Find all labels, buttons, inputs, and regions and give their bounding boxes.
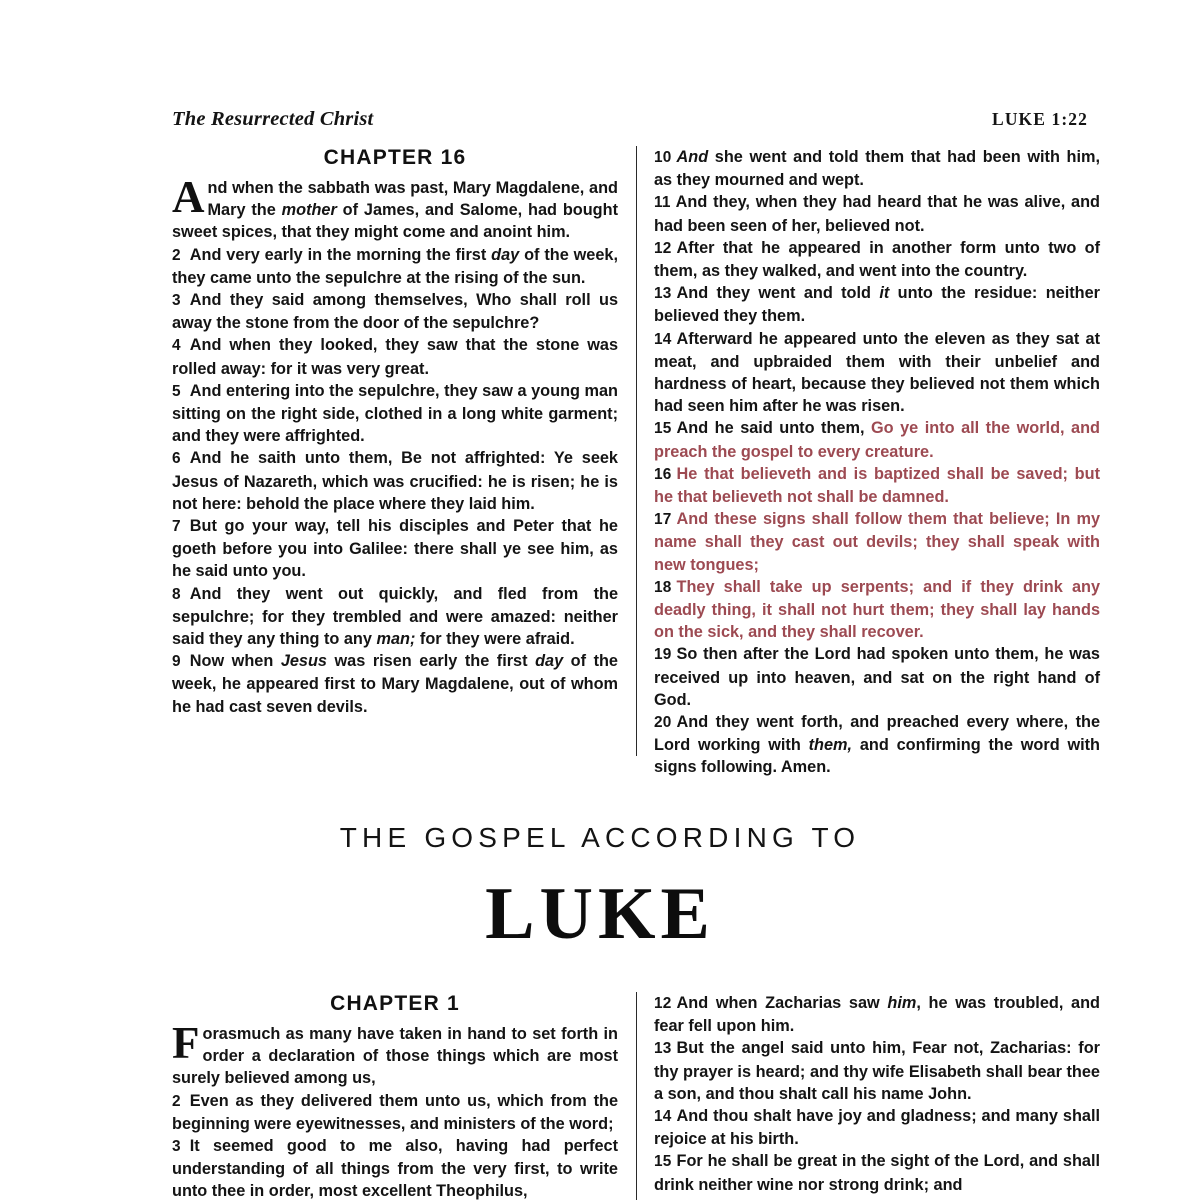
verse-text: nd when the sabbath was past, Mary Magdalene, and Mary the mother of James, and Salome, had bought sweet spices, that they might come and anoint him. bbox=[172, 179, 618, 242]
verse-number: 13 bbox=[654, 1040, 672, 1058]
verse-text: And when they looked, they saw that the stone was rolled away: for it was very great. bbox=[172, 336, 618, 378]
verse-paragraph bbox=[654, 643, 1100, 711]
verse-paragraph bbox=[654, 1150, 1100, 1195]
verse-number: 9 bbox=[172, 653, 181, 671]
verse-number: 3 bbox=[172, 292, 181, 310]
verse-paragraph bbox=[172, 583, 618, 651]
verse-paragraph bbox=[172, 334, 618, 379]
book-title-kicker: THE GOSPEL ACCORDING TO bbox=[339, 822, 861, 853]
luke-1-column-gutter bbox=[618, 992, 654, 1200]
book-title-block bbox=[0, 822, 1200, 957]
verse-text: Afterward he appeared unto the eleven as they sat at meat, and upbraided them with their unbelief and hardness of heart, because they believed not them which had seen him after he was risen. bbox=[654, 329, 1100, 416]
luke-1-left-column bbox=[172, 992, 618, 1200]
verse-paragraph bbox=[654, 328, 1100, 418]
verse-paragraph bbox=[172, 447, 618, 515]
verse-number: 4 bbox=[172, 337, 181, 355]
verse-text: And they went forth, and preached every where, the Lord working with them, and confirming the word with signs following. Amen. bbox=[654, 713, 1100, 777]
verse-text: For he shall be great in the sight of the Lord, and shall drink neither wine nor strong drink; and bbox=[654, 1152, 1100, 1194]
luke-1-left-verses bbox=[172, 1018, 618, 1200]
verse-text: And they went and told it unto the residue: neither believed they them. bbox=[654, 284, 1100, 326]
verse-paragraph bbox=[172, 650, 618, 718]
drop-cap: A bbox=[172, 172, 205, 222]
verse-number: 11 bbox=[654, 194, 671, 212]
column-divider-rule bbox=[636, 146, 637, 756]
verse-paragraph bbox=[654, 1105, 1100, 1150]
verse-paragraph bbox=[654, 711, 1100, 779]
verse-number: 12 bbox=[654, 239, 672, 257]
red-letter-text: Go ye into all the world, and preach the gospel to every creature. bbox=[654, 419, 1100, 461]
verse-number: 14 bbox=[654, 1108, 672, 1126]
mark-16-left-verses bbox=[172, 172, 618, 718]
running-head-reference: LUKE 1:22 bbox=[992, 109, 1088, 129]
verse-paragraph bbox=[172, 1018, 618, 1090]
verse-paragraph bbox=[654, 576, 1100, 644]
verse-text: And entering into the sepulchre, they saw a young man sitting on the right side, clothed in a long white garment; and they were affrighted. bbox=[172, 381, 618, 446]
mark-16-right-column bbox=[654, 146, 1100, 777]
verse-number: 14 bbox=[654, 330, 672, 348]
verse-paragraph bbox=[172, 172, 618, 244]
verse-number: 12 bbox=[654, 995, 672, 1012]
mark-16-chapter-heading: CHAPTER 16 bbox=[323, 146, 467, 169]
luke-1-columns bbox=[172, 992, 1136, 1200]
verse-paragraph bbox=[172, 289, 618, 334]
verse-text: It seemed good to me also, having had perfect understanding of all things from the very first, to write unto thee in order, most excellent Theophilus, bbox=[172, 1137, 618, 1200]
verse-paragraph bbox=[172, 244, 618, 289]
verse-number: 8 bbox=[172, 585, 181, 603]
mark-16-columns bbox=[172, 146, 1136, 777]
running-head-title: The Resurrected Christ bbox=[172, 108, 374, 130]
luke-1-chapter-heading: CHAPTER 1 bbox=[330, 992, 460, 1015]
verse-paragraph bbox=[172, 515, 618, 583]
verse-number: 2 bbox=[172, 246, 181, 264]
verse-paragraph bbox=[654, 237, 1100, 282]
verse-text: So then after the Lord had spoken unto them, he was received up into heaven, and sat on the right hand of God. bbox=[654, 645, 1100, 709]
luke-1-right-column bbox=[654, 992, 1100, 1200]
mark-16-column-gutter bbox=[618, 146, 654, 756]
red-letter-text: And these signs shall follow them that believe; In my name shall they cast out devils; they shall speak with new tongues; bbox=[654, 510, 1100, 574]
drop-cap: F bbox=[172, 1018, 200, 1068]
luke-1-right-verses bbox=[654, 992, 1100, 1196]
verse-text: And they went out quickly, and fled from the sepulchre; for they trembled and were amazed: neither said they any thing to any man; for they were afraid. bbox=[172, 584, 618, 649]
red-letter-text: He that believeth and is baptized shall be saved; but he that believeth not shall be damned. bbox=[654, 464, 1100, 507]
verse-number: 13 bbox=[654, 285, 672, 303]
verse-paragraph bbox=[654, 282, 1100, 327]
verse-paragraph bbox=[654, 508, 1100, 576]
verse-text: And thou shalt have joy and gladness; and many shall rejoice at his birth. bbox=[654, 1107, 1100, 1149]
verse-number: 18 bbox=[654, 578, 672, 596]
verse-paragraph bbox=[172, 1090, 618, 1135]
verse-text: And they said among themselves, Who shall roll us away the stone from the door of the sepulchre? bbox=[172, 291, 618, 333]
verse-text: Now when Jesus was risen early the first day of the week, he appeared first to Mary Magdalene, out of whom he had cast seven devils. bbox=[172, 652, 618, 716]
verse-number: 17 bbox=[654, 511, 672, 529]
verse-text: orasmuch as many have taken in hand to set forth in order a declaration of those things which are most surely believed among us, bbox=[172, 1025, 618, 1088]
verse-number: 10 bbox=[654, 149, 672, 166]
mark-16-left-column bbox=[172, 146, 618, 756]
verse-number: 7 bbox=[172, 518, 181, 536]
verse-number: 6 bbox=[172, 450, 181, 468]
verse-text: But the angel said unto him, Fear not, Zacharias: for thy prayer is heard; and thy wife Elisabeth shall bear thee a son, and thou shalt call his name John. bbox=[654, 1039, 1100, 1103]
verse-text: After that he appeared in another form unto two of them, as they walked, and went into the country. bbox=[654, 238, 1100, 281]
column-divider-rule bbox=[636, 992, 637, 1200]
verse-paragraph bbox=[654, 992, 1100, 1037]
verse-number: 19 bbox=[654, 646, 672, 664]
verse-text: And very early in the morning the first day of the week, they came unto the sepulchre at the rising of the sun. bbox=[172, 245, 618, 287]
verse-text: And he saith unto them, Be not affrighted: Ye seek Jesus of Nazareth, which was crucified: he is risen; he is not here: behold the place where they laid him. bbox=[172, 449, 618, 513]
book-title-name: LUKE bbox=[485, 873, 715, 955]
verse-text: And she went and told them that had been with him, as they mourned and wept. bbox=[654, 148, 1100, 190]
verse-paragraph bbox=[654, 463, 1100, 508]
verse-text: But go your way, tell his disciples and Peter that he goeth before you into Galilee: there shall ye see him, as he said unto you. bbox=[172, 517, 618, 581]
red-letter-text: They shall take up serpents; and if they drink any deadly thing, it shall not hurt them; they shall lay hands on the sick, and they shall recover. bbox=[654, 577, 1100, 642]
verse-number: 5 bbox=[172, 382, 181, 400]
verse-number: 2 bbox=[172, 1092, 181, 1110]
verse-text: Even as they delivered them unto us, which from the beginning were eyewitnesses, and ministers of the word; bbox=[172, 1091, 618, 1133]
verse-paragraph bbox=[654, 417, 1100, 462]
verse-number: 3 bbox=[172, 1138, 181, 1156]
verse-number: 15 bbox=[654, 1153, 672, 1171]
verse-number: 20 bbox=[654, 714, 672, 732]
verse-paragraph bbox=[654, 191, 1100, 236]
verse-paragraph bbox=[172, 380, 618, 448]
running-head bbox=[172, 108, 1088, 134]
verse-paragraph bbox=[654, 1037, 1100, 1105]
verse-text: And they, when they had heard that he was alive, and had been seen of her, believed not. bbox=[654, 193, 1100, 235]
verse-number: 15 bbox=[654, 420, 672, 438]
verse-paragraph bbox=[654, 146, 1100, 191]
verse-paragraph bbox=[172, 1135, 618, 1200]
verse-number: 16 bbox=[654, 465, 672, 483]
verse-text: And he said unto them, Go ye into all the world, and preach the gospel to every creature. bbox=[654, 419, 1100, 461]
mark-16-right-verses bbox=[654, 146, 1100, 779]
verse-text: And when Zacharias saw him, he was troubled, and fear fell upon him. bbox=[654, 994, 1100, 1036]
